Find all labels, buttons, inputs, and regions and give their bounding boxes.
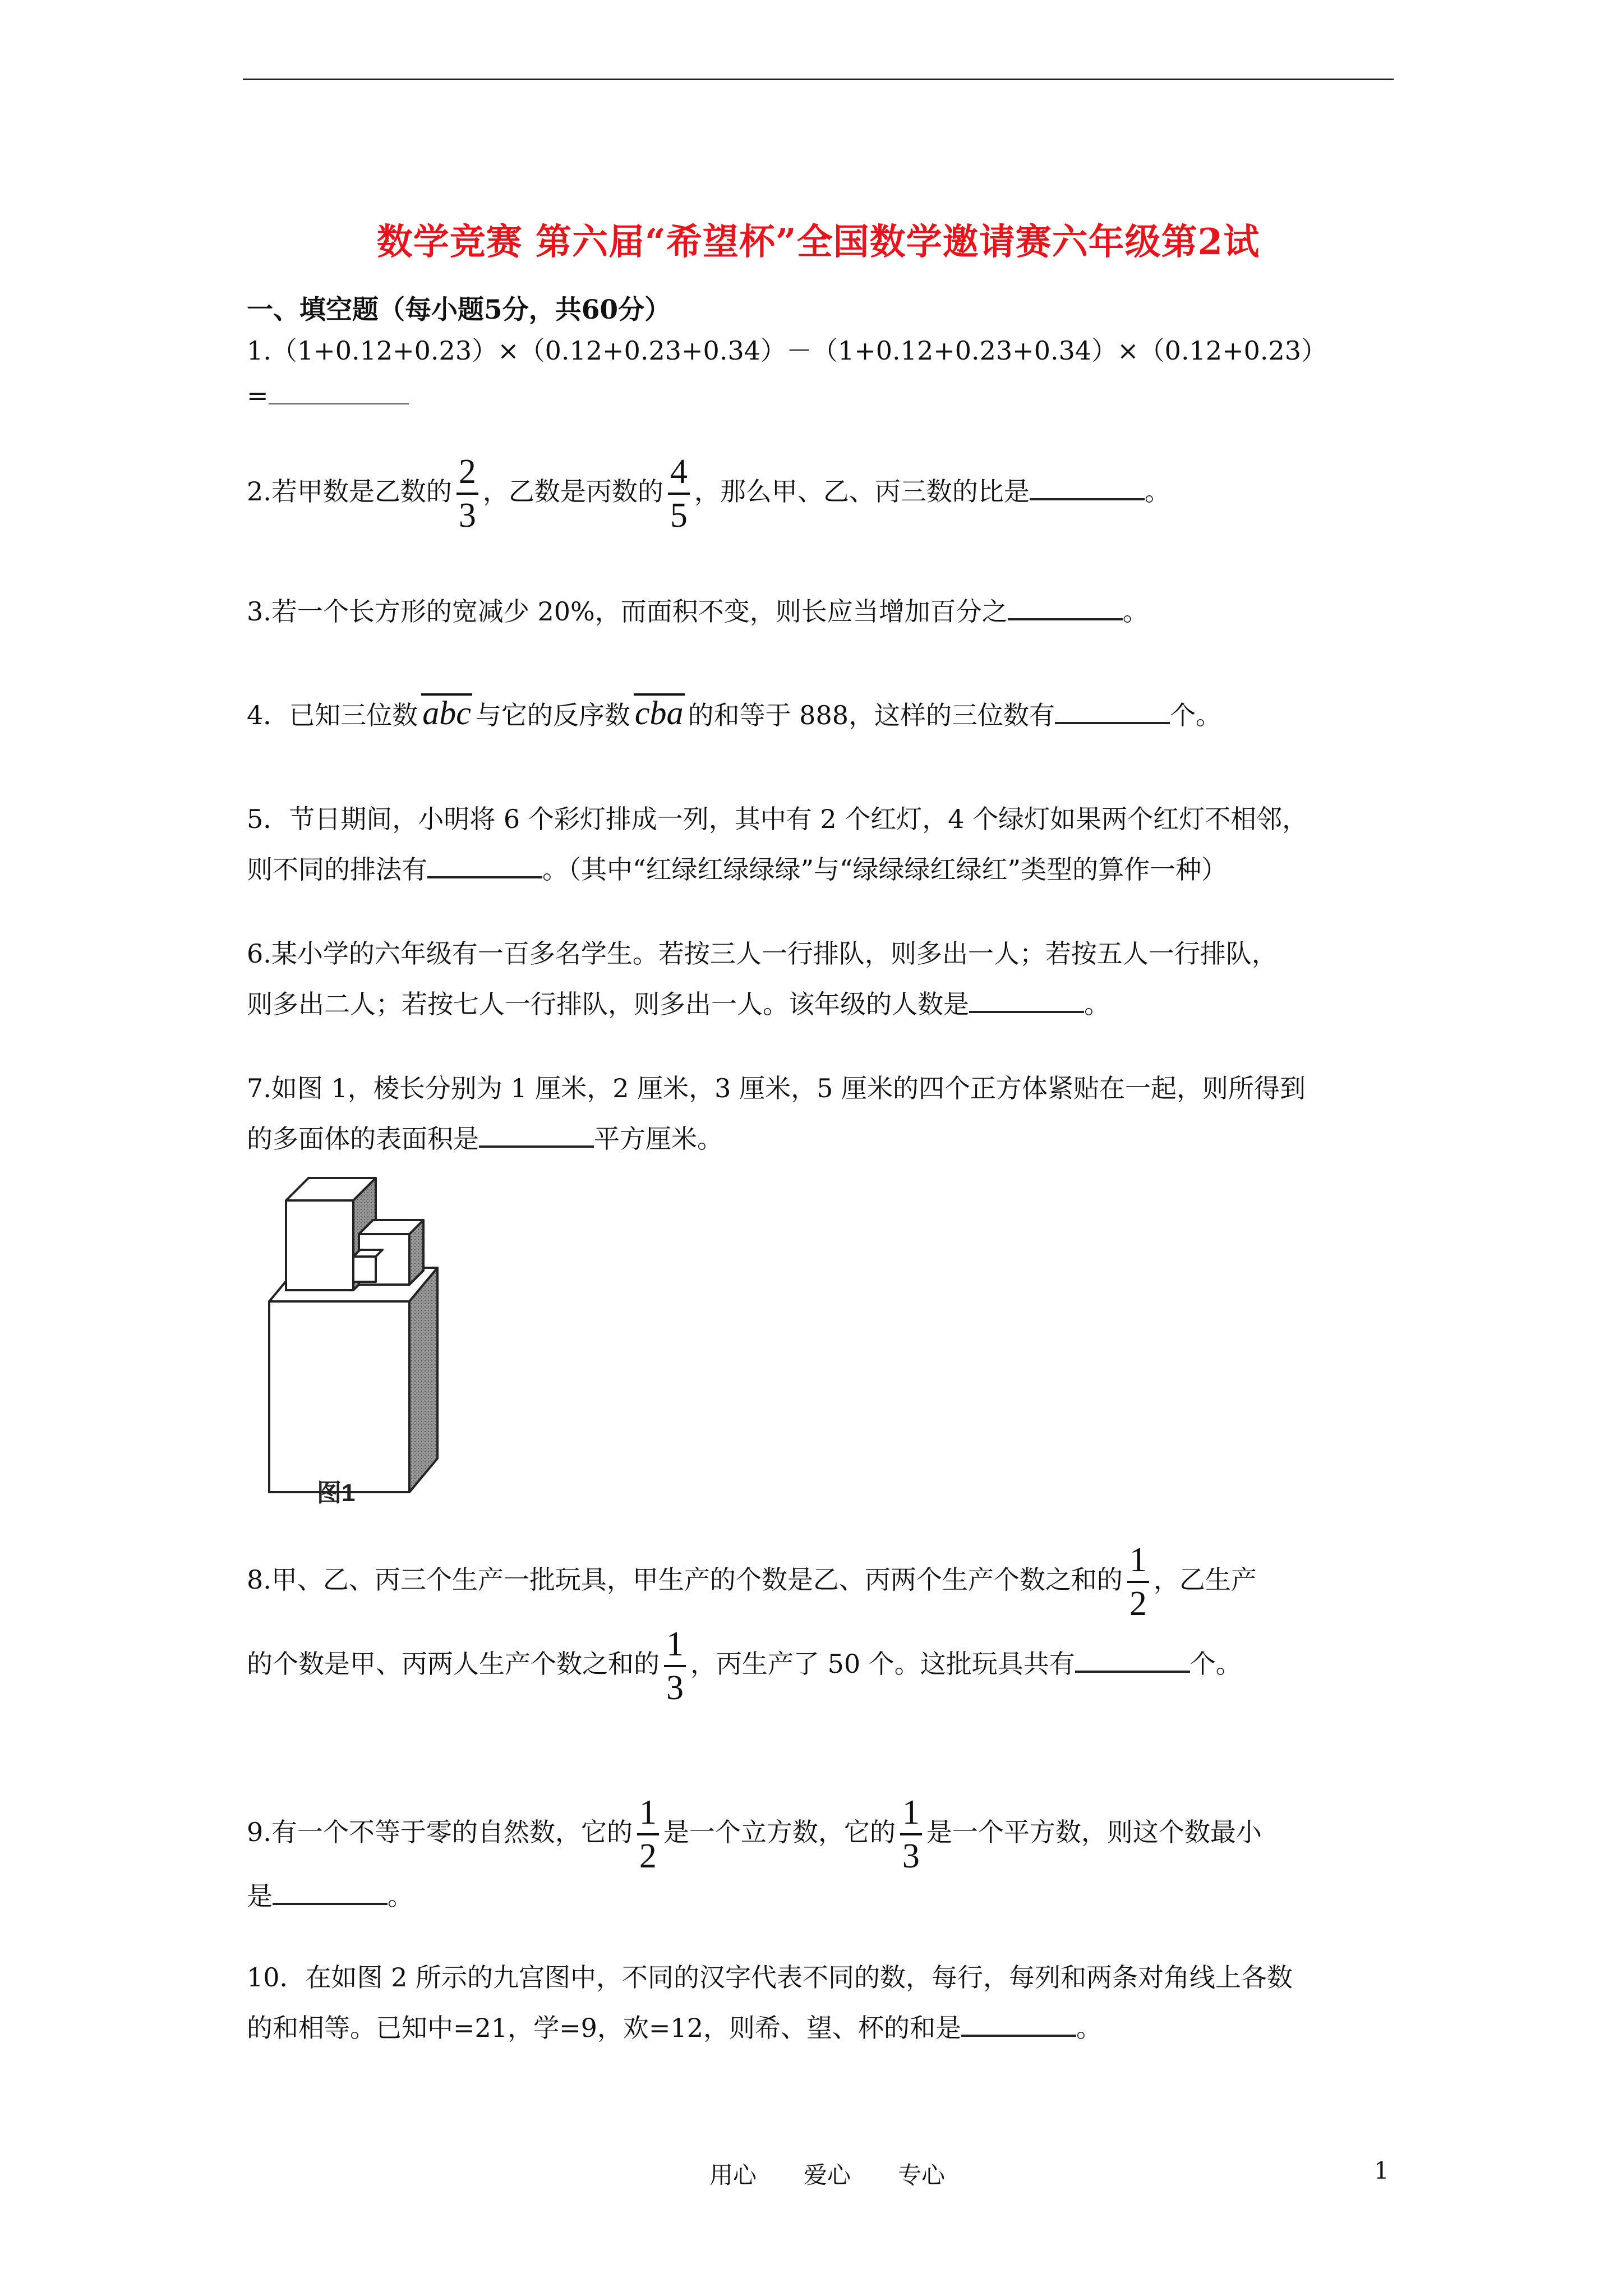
q9-fraction-2 — [900, 1795, 922, 1874]
question-9-line-1 — [247, 1795, 1394, 1874]
q2-fraction-2 — [668, 454, 690, 533]
q10-text-a: 的和相等。已知中=21，学=9，欢=12，则希、望、杯的和是 — [247, 2013, 961, 2043]
q9-fraction-1 — [637, 1795, 659, 1874]
q4-number-cba: cba — [634, 694, 684, 731]
q10-text-line1: 10．在如图 2 所示的九宫图中，不同的汉字代表不同的数，每行，每列和两条对角线上各数 — [247, 1962, 1293, 1993]
question-9-line-2 — [247, 1871, 1394, 1921]
header-rule — [243, 79, 1394, 80]
q2-text-b: ，乙数是丙数的 — [482, 476, 663, 507]
q5-answer-blank — [427, 854, 542, 878]
q1-equals: = — [247, 380, 269, 411]
fraction-denominator: 2 — [1129, 1585, 1147, 1623]
q8-fraction-1 — [1127, 1543, 1149, 1621]
page-title: 数学竞赛 第六届“希望杯”全国数学邀请赛六年级第2试 — [376, 221, 1260, 263]
q3-text-a: 3.若一个长方形的宽减少 20%，而面积不变，则长应当增加百分之 — [247, 596, 1008, 627]
fraction-numerator: 1 — [637, 1795, 659, 1835]
q6-text-b: 。 — [1084, 989, 1110, 1019]
q2-text-c: ，那么甲、乙、丙三数的比是 — [694, 476, 1030, 507]
q4-text-a: 4．已知三位数 — [247, 700, 418, 730]
question-5-line-2 — [247, 844, 1394, 895]
q1-answer-blank — [269, 381, 409, 404]
question-6-line-2 — [247, 979, 1394, 1029]
q9-text-a: 9.有一个不等于零的自然数，它的 — [247, 1817, 633, 1847]
q4-number-abc: abc — [422, 694, 471, 731]
question-8-line-2 — [247, 1627, 1394, 1705]
q8-text-a: 8.甲、乙、丙三个生产一批玩具，甲生产的个数是乙、丙两个生产个数之和的 — [247, 1565, 1123, 1595]
question-8-line-1 — [247, 1543, 1394, 1621]
page-number: 1 — [1374, 2157, 1389, 2184]
question-6-line-1 — [247, 928, 1394, 979]
q10-text-b: 。 — [1076, 2013, 1102, 2043]
q8-answer-blank — [1075, 1648, 1190, 1673]
q3-answer-blank — [1008, 596, 1123, 620]
q5-text-b: 。（其中“红绿红绿绿绿”与“绿绿绿红绿红”类型的算作一种） — [542, 854, 1228, 885]
question-1-answer — [247, 370, 1394, 421]
q6-text-a: 则多出二人；若按七人一行排队，则多出一人。该年级的人数是 — [247, 989, 969, 1019]
q9-text-b: 是一个立方数，它的 — [663, 1817, 896, 1847]
q7-text-line1: 7.如图 1，棱长分别为 1 厘米，2 厘米，3 厘米，5 厘米的四个正方体紧贴在一起，则所得到 — [247, 1073, 1306, 1103]
q7-text-b: 平方厘米。 — [594, 1124, 723, 1154]
q3-text-b: 。 — [1122, 596, 1149, 627]
q2-answer-blank — [1030, 476, 1145, 500]
fraction-denominator: 5 — [670, 496, 688, 535]
q8-fraction-2 — [664, 1627, 686, 1705]
q5-text-a: 则不同的排法有 — [247, 854, 427, 885]
q9-text-d: 是 — [247, 1881, 273, 1911]
q5-text-line1: 5．节日期间，小明将 6 个彩灯排成一列，其中有 2 个红灯，4 个绿灯如果两个红灯不相邻， — [247, 804, 1308, 834]
q6-text-line1: 6.某小学的六年级有一百多名学生。若按三人一行排队，则多出一人；若按五人一行排队， — [247, 938, 1278, 969]
q7-answer-blank — [479, 1123, 594, 1148]
figure-1-caption: 图1 — [317, 1479, 356, 1507]
question-1 — [247, 325, 1394, 376]
question-4 — [247, 690, 1394, 740]
q4-text-c: 的和等于 888，这样的三位数有 — [688, 700, 1055, 730]
q9-text-c: 是一个平方数，则这个数最小 — [926, 1817, 1262, 1847]
fraction-numerator: 1 — [900, 1795, 922, 1835]
question-10-line-1 — [247, 1952, 1394, 2003]
fraction-numerator: 1 — [664, 1627, 686, 1667]
fraction-numerator: 4 — [668, 454, 690, 495]
q1-expression: 1.（1+0.12+0.23）×（0.12+0.23+0.34）－（1+0.12+0.23+0.34）×（0.12+0.23） — [247, 335, 1327, 366]
q8-text-c: 的个数是甲、丙两人生产个数之和的 — [247, 1649, 660, 1679]
q2-text-d: 。 — [1144, 476, 1170, 507]
q10-answer-blank — [961, 2012, 1076, 2037]
fraction-denominator: 3 — [666, 1669, 684, 1707]
question-3 — [247, 586, 1394, 637]
fraction-denominator: 3 — [902, 1837, 920, 1875]
q2-text-a: 2.若甲数是乙数的 — [247, 476, 452, 507]
q4-text-d: 个。 — [1169, 700, 1221, 730]
q2-fraction-1 — [457, 454, 478, 533]
question-5-line-1 — [247, 794, 1394, 844]
question-7-line-1 — [247, 1063, 1394, 1114]
question-7-line-2 — [247, 1114, 1394, 1164]
fraction-numerator: 1 — [1127, 1543, 1149, 1583]
q4-text-b: 与它的反序数 — [475, 700, 630, 730]
fraction-denominator: 2 — [639, 1837, 657, 1875]
question-2 — [247, 454, 1394, 533]
q6-answer-blank — [969, 988, 1084, 1013]
fraction-numerator: 2 — [457, 454, 478, 495]
cubes-illustration — [252, 1161, 488, 1520]
q8-text-e: 个。 — [1189, 1649, 1242, 1679]
fraction-denominator: 3 — [458, 496, 476, 535]
footer-motto: 用心 爱心 专心 — [709, 2161, 946, 2189]
q8-text-d: ，丙生产了 50 个。这批玩具共有 — [690, 1649, 1075, 1679]
q9-text-e: 。 — [388, 1881, 413, 1911]
q9-answer-blank — [273, 1880, 388, 1905]
figure-1 — [252, 1161, 488, 1520]
question-10-line-2 — [247, 2003, 1394, 2053]
q4-answer-blank — [1055, 700, 1170, 724]
q7-text-a: 的多面体的表面积是 — [247, 1124, 479, 1154]
q8-text-b: ，乙生产 — [1153, 1565, 1257, 1595]
section-heading: 一、填空题（每小题5分，共60分） — [247, 295, 671, 325]
